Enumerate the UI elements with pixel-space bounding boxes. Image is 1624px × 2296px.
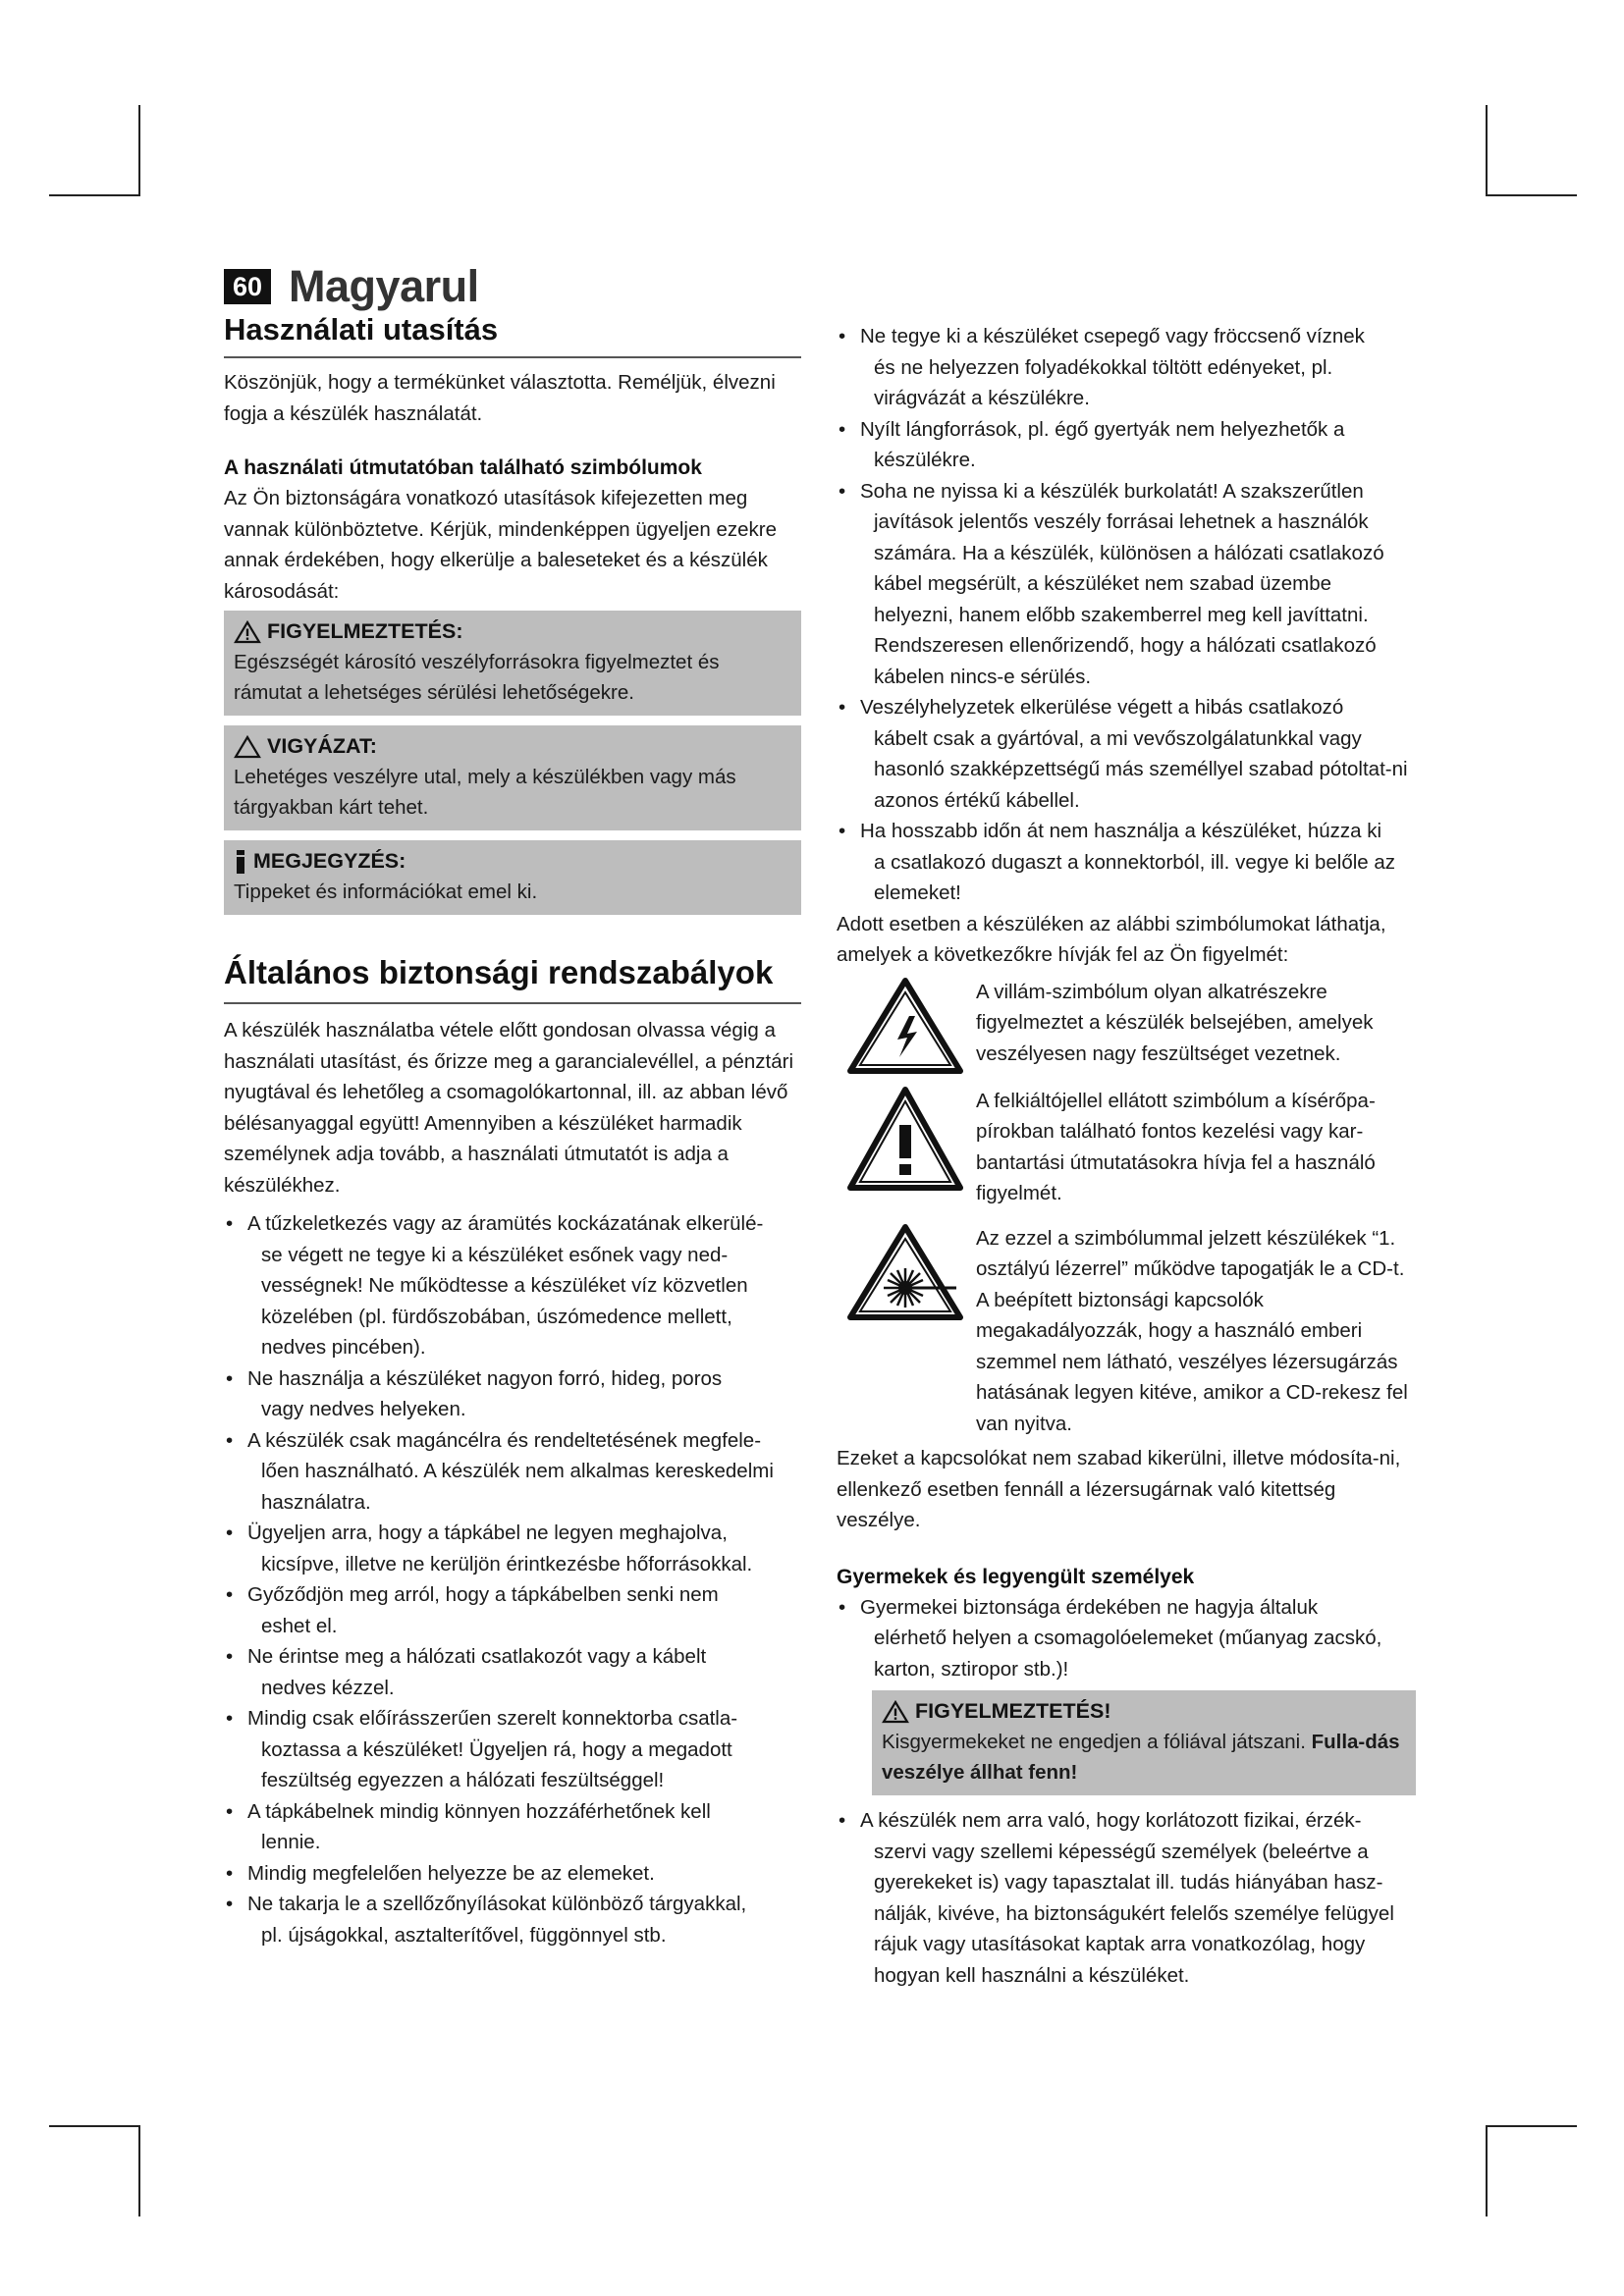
list-item: • Győződjön meg arról, hogy a tápkábelben senki nem eshet el. (224, 1579, 801, 1641)
list-item: • Gyermekei biztonsága érdekében ne hagyja általuk elérhető helyen a csomagolóelemeket (műanyag zacskó, karton, sztiropor stb.)! (837, 1592, 1416, 1685)
list-item: • Nyílt lángforrások, pl. égő gyertyák nem helyezhetők a készülékre. (837, 414, 1416, 476)
safety-text: A készülék használatba vétele előtt gondosan olvassa végig a használati utasítást, és őrizze meg a garancialevéllel, a pénztári nyugtával és lehetőleg a csomagolókartonnal, ill. az abban lévő bélésanyaggal együtt! Amennyiben a készüléket harmadik személynek adja tovább, a használati útmutatót is adja a készülékhez. (224, 1019, 794, 1197)
warning-triangle-icon (234, 620, 261, 644)
children-heading: Gyermekek és legyengült személyek (837, 1565, 1195, 1588)
laser-symbol-row (837, 1223, 1416, 1440)
crop-mark (138, 105, 140, 196)
list-item: • Ha hosszabb időn át nem használja a készüléket, húzza ki a csatlakozó dugaszt a konnektorból, ill. vegye ki belőle az elemeket! (837, 816, 1416, 909)
crop-mark (1486, 2125, 1577, 2127)
list-item: • Mindig csak előírásszerűen szerelt konnektorba csatla- koztassa a készüléket! Ügyeljen rá, hogy a megadott feszültség egyezzen a hálózati feszültséggel! (224, 1703, 801, 1796)
laser-warning-icon (846, 1223, 964, 1321)
list-item: • Soha ne nyissa ki a készülék burkolatát! A szakszerűtlen javítások jelentős veszély forrásai lehetnek a használók számára. Ha a készülék, különösen a hálózati csatlakozó kábel megsérült, a készüléket nem szabad üzembe helyezni, hanem előbb szakemberrel meg kell javíttatni. Rendszeresen ellenőrizendő, hogy a hálózati csatlakozó kábelen nincs-e sérülés. (837, 476, 1416, 693)
crop-mark (1486, 105, 1488, 196)
right-column (837, 321, 1416, 1991)
crop-mark (1486, 194, 1577, 196)
list-item: • Ügyeljen arra, hogy a tápkábel ne legyen meghajolva, kicsípve, illetve ne kerüljön érintkezésbe hőforrásokkal. (224, 1518, 801, 1579)
caution-box (224, 725, 801, 830)
list-item: • A készülék csak magáncélra és rendeltetésének megfele- lően használható. A készülék nem alkalmas kereskedelmi használatra. (224, 1425, 801, 1519)
lightning-warning-icon (846, 977, 964, 1075)
crop-mark (49, 194, 140, 196)
caution-text: Lehetéges veszélyre utal, mely a készülékben vagy más tárgyakban kárt tehet. (234, 766, 736, 819)
note-box (224, 840, 801, 915)
symbols-intro: Adott esetben a készüléken az alábbi szimbólumokat láthatja, amelyek a következőkre hívják fel az Ön figyelmét: (837, 912, 1386, 966)
laser-symbol-text: Az ezzel a szimbólummal jelzett készülékek “1. osztályú lézerrel” működve tapogatják le a CD-t. A beépített biztonsági kapcsolók megakadályozzák, hogy a használó emberi szemmel nem látható, veszélyes lézersugárzás hatásának legyen kitéve, amikor a CD-rekesz fel van nyitva. (976, 1226, 1408, 1435)
list-item: • A készülék nem arra való, hogy korlátozott fizikai, érzék- szervi vagy szellemi képességű személyek (beleértve a gyerekeket is) vagy tapasztalat ill. tudás hiányában hasz-nálják, kivéve, ha biztonságukért felelős személye felügyel rájuk vagy utasításokat kaptak arra vonatkozólag, hogy hogyan kell használni a készüléket. (837, 1805, 1416, 1991)
symbols-text: Az Ön biztonságára vonatkozó utasítások kifejezetten meg vannak különböztetve. Kérjük, mindenképpen ügyeljen ezekre annak érdekében, hogy elkerülje a baleseteket és a készülék károsodását: (224, 487, 777, 603)
exclamation-symbol-text: A felkiáltójellel ellátott szimbólum a kísérőpa-pírokban található fontos kezelési vagy kar-bantartási útmutatásokra hívja fel a használó figyelmét. (976, 1089, 1376, 1204)
info-icon (234, 849, 247, 875)
list-item: • A tápkábelnek mindig könnyen hozzáférhetőnek kell lennie. (224, 1796, 801, 1858)
laser-note: Ezeket a kapcsolókat nem szabad kikerülni, illetve módosíta-ni, ellenkező esetben fennáll a lézersugárnak való kitettség veszélye. (837, 1447, 1401, 1531)
safety-list (224, 1208, 801, 1950)
children-warning-box (872, 1690, 1416, 1795)
list-item: • Veszélyhelyzetek elkerülése végett a hibás csatlakozó kábelt csak a gyártóval, a mi vevőszolgálatunkkal vagy hasonló szakképzettségű más személlyel szabad pótoltat-ni azonos értékű kábellel. (837, 692, 1416, 816)
capability-list (837, 1805, 1416, 1991)
page-number: 60 (224, 269, 271, 304)
note-text: Tippeket és információkat emel ki. (234, 881, 538, 903)
section-title: Használati utasítás (224, 312, 801, 358)
lightning-symbol-row (837, 977, 1416, 1080)
children-warning-text: Kisgyermekeket ne engedjen a fóliával játszani. Fulla-dás veszélye állhat fenn! (882, 1731, 1400, 1784)
warning-text: Egészségét károsító veszélyforrásokra figyelmeztet és rámutat a lehetséges sérülési lehetőségekre. (234, 651, 720, 704)
symbols-heading: A használati útmutatóban található szimbólumok (224, 456, 702, 479)
warning-triangle-icon (882, 1700, 909, 1724)
list-item: • A tűzkeletkezés vagy az áramütés kockázatának elkerülé- se végett ne tegye ki a készüléket esőnek vagy ned-vességnek! Ne működtesse a készüléket víz közvetlen közelében (pl. fürdőszobában, úszómedence mellett, nedves pincében). (224, 1208, 801, 1363)
list-item: • Ne takarja le a szellőzőnyílásokat különböző tárgyakkal, pl. újságokkal, asztalterítővel, függönnyel stb. (224, 1889, 801, 1950)
list-item: • Ne tegye ki a készüléket csepegő vagy fröccsenő víznek és ne helyezzen folyadékokkal töltött edényeket, pl. virágvázát a készülékre. (837, 321, 1416, 414)
children-warning-title: FIGYELMEZTETÉS! (915, 1699, 1111, 1723)
language-title: Magyarul (289, 261, 479, 311)
crop-mark (138, 2125, 140, 2216)
crop-mark (49, 2125, 140, 2127)
safety-list-continued (837, 321, 1416, 909)
left-column (224, 312, 801, 1950)
intro-text: Köszönjük, hogy a termékünket választotta. Reméljük, élvezni fogja a készülék használatát. (224, 371, 776, 425)
list-item: • Mindig megfelelően helyezze be az elemeket. (224, 1858, 801, 1890)
list-item: • Ne használja a készüléket nagyon forró, hideg, poros vagy nedves helyeken. (224, 1363, 801, 1425)
page-header (224, 261, 479, 312)
warning-box (224, 611, 801, 716)
caution-triangle-icon (234, 735, 261, 759)
list-item: • Ne érintse meg a hálózati csatlakozót vagy a kábelt nedves kézzel. (224, 1641, 801, 1703)
exclamation-warning-icon (846, 1086, 964, 1194)
exclamation-symbol-row (837, 1086, 1416, 1209)
note-title: MEGJEGYZÉS: (253, 849, 406, 873)
safety-title: Általános biztonsági rendszabályok (224, 954, 801, 1004)
lightning-symbol-text: A villám-szimbólum olyan alkatrészekre figyelmeztet a készülék belsejében, amelyek veszélyesen nagy feszültséget vezetnek. (976, 980, 1374, 1065)
crop-mark (1486, 2125, 1488, 2216)
warning-title: FIGYELMEZTETÉS: (267, 619, 463, 643)
caution-title: VIGYÁZAT: (267, 734, 377, 758)
children-list (837, 1592, 1416, 1685)
